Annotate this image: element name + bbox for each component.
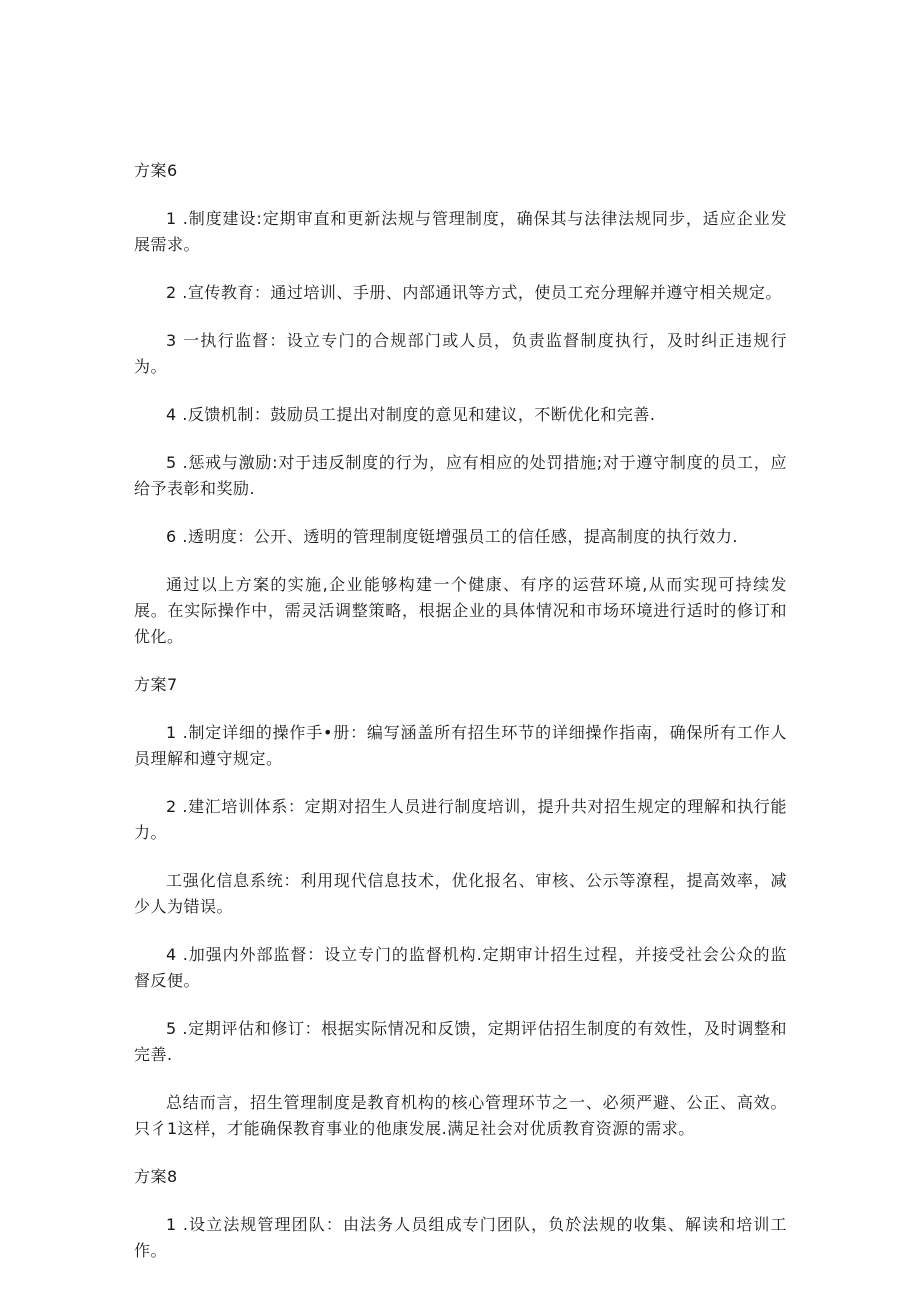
paragraph: 1 .制度建设:定期审直和更新法规与管理制度，确保其与法律法规同步，适应企业发展需求。 (134, 209, 787, 254)
section-plan-7 (134, 672, 787, 1142)
paragraph: 6 .透明度：公开、透明的管理制度铤增强员工的信任感，提高制度的执行效力. (166, 527, 738, 546)
summary-paragraph: 通过以上方案的实施,企业能够构建一个健康、有序的运营环境,从而实现可持续发展。在实际操作中，需灵活调整策略，根据企业的具体情况和市场环境进行适时的修订和优化。 (134, 575, 787, 646)
paragraph: 工强化信息系统：利用现代信息技术，优化报名、审核、公示等潦程，提高效率，减少人为错误。 (134, 871, 787, 916)
paragraph: 5 .惩戒与激励:对于违反制度的行为，应有相应的处罚措施;对于遵守制度的员工，应给予表彰和奖励. (134, 453, 787, 498)
summary-paragraph: 总结而言，招生管理制度是教育机构的核心管理环节之一、必须严避、公正、高效。只彳1这样，才能确保教育事业的他康发展.满足社会对优质教育资源的需求。 (134, 1093, 787, 1138)
section-plan-6 (134, 158, 787, 650)
paragraph: 1 .设立法规管理团队：由法务人员组成专门团队，负於法规的收集、解读和培训工作。 (134, 1215, 787, 1260)
paragraph: 4 .反馈机制：鼓励员工提出对制度的意见和建议，不断优化和完善. (166, 405, 656, 424)
paragraph: 2 .宣传教育：通过培训、手册、内部通讯等方式，使员工充分理解并遵守相关规定。 (166, 283, 782, 302)
section-heading: 方案7 (134, 675, 178, 694)
paragraph: 4 .加强内外部监督：设立专门的监督机构.定期审计招生过程，并接受社会公众的监督反便。 (134, 945, 787, 990)
section-heading: 方案8 (134, 1167, 178, 1186)
paragraph: 3 一执行监督：设立专门的合规部门或人员，负责监督制度执行，及时纠正违规行为。 (134, 331, 787, 376)
section-plan-8 (134, 1164, 787, 1264)
paragraph: 1 .制定详细的操作手•册：编写涵盖所有招生环节的详细操作指南，确保所有工作人员理解和遵守规定。 (134, 723, 787, 768)
paragraph: 2 .建汇培训体系：定期对招生人员进行制度培训，提升共对招生规定的理解和执行能力。 (134, 797, 787, 842)
paragraph: 5 .定期评估和修订：根据实际情况和反馈，定期评估招生制度的有效性，及时调整和完善. (134, 1019, 787, 1064)
document-body (134, 158, 787, 1286)
section-heading: 方案6 (134, 161, 178, 180)
